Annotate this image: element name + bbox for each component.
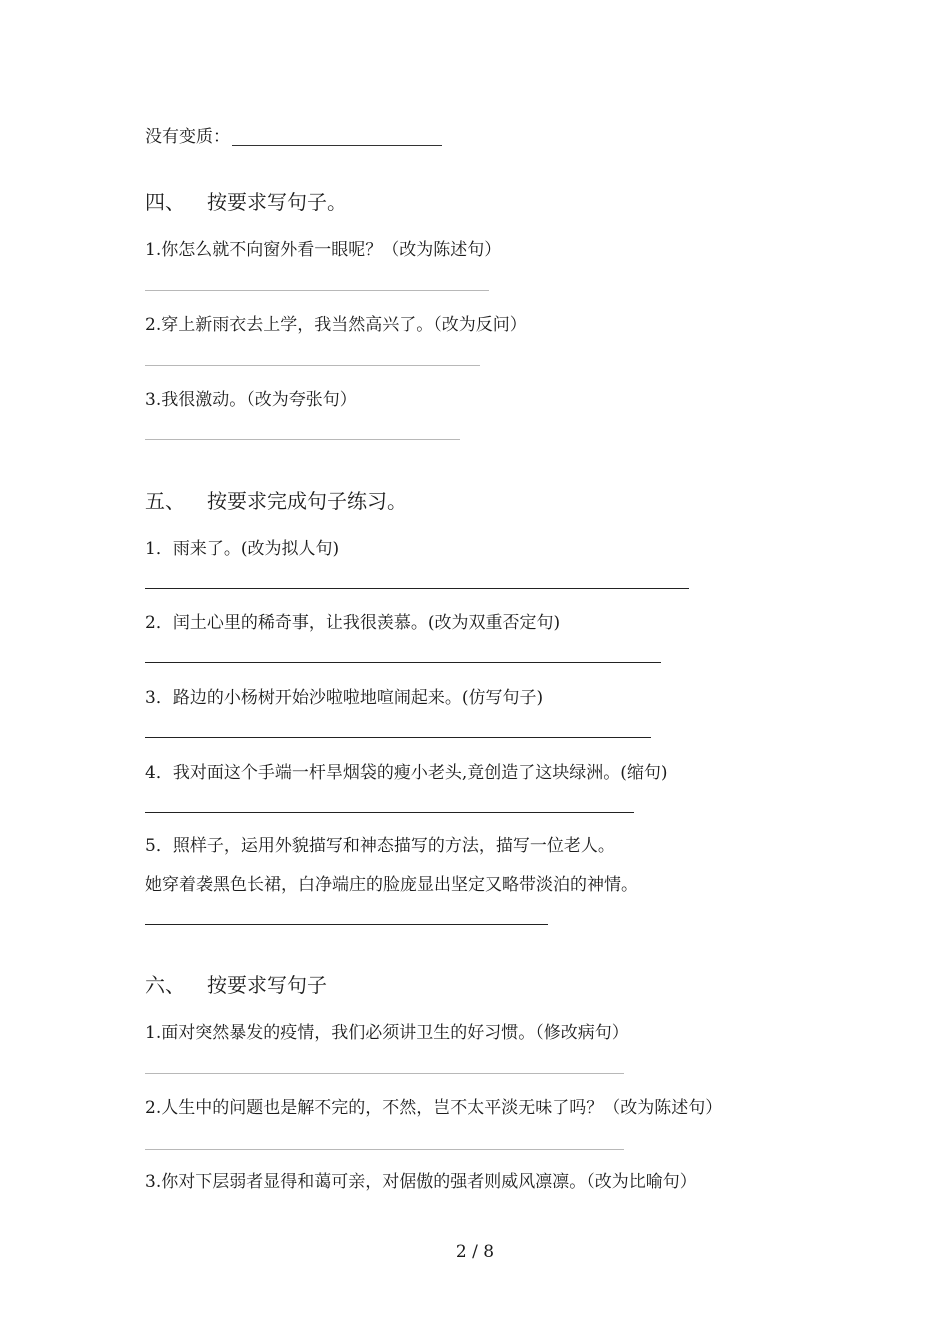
- section-number: 五、: [145, 489, 185, 513]
- section-heading-5: [145, 485, 407, 514]
- section-number: 四、: [145, 190, 185, 214]
- answer-blank[interactable]: [145, 924, 548, 925]
- question-item: 1.面对突然暴发的疫情，我们必须讲卫生的好习惯。（修改病句）: [145, 1023, 629, 1043]
- section-number: 六、: [145, 973, 185, 997]
- question-item: 4．我对面这个手端一杆旱烟袋的瘦小老头,竟创造了这块绿洲。(缩句): [145, 763, 668, 783]
- question-label: 没有变质：: [145, 127, 230, 147]
- question-item: 3.你对下层弱者显得和蔼可亲，对倨傲的强者则威风凛凛。（改为比喻句）: [145, 1172, 697, 1192]
- question-item: 3.我很激动。（改为夸张句）: [145, 390, 357, 410]
- answer-blank[interactable]: [145, 1073, 624, 1074]
- answer-blank[interactable]: [145, 365, 480, 366]
- answer-blank[interactable]: [232, 145, 442, 146]
- page-number: 2 / 8: [455, 1242, 495, 1262]
- answer-blank[interactable]: [145, 1149, 624, 1150]
- answer-blank[interactable]: [145, 290, 489, 291]
- example-sentence: 她穿着袭黑色长裙，白净端庄的脸庞显出坚定又略带淡泊的神情。: [145, 875, 638, 895]
- question-line: [145, 122, 442, 147]
- question-item: 2.穿上新雨衣去上学，我当然高兴了。（改为反问）: [145, 315, 527, 335]
- section-heading-6: [145, 969, 327, 998]
- section-heading-4: [145, 186, 347, 215]
- answer-blank[interactable]: [145, 812, 634, 813]
- section-title: 按要求写句子。: [207, 190, 347, 214]
- question-item: 1.你怎么就不向窗外看一眼呢？（改为陈述句）: [145, 240, 502, 260]
- answer-blank[interactable]: [145, 439, 460, 440]
- question-item: 2．闰土心里的稀奇事，让我很羡慕。(改为双重否定句): [145, 613, 561, 633]
- question-item: 2.人生中的问题也是解不完的，不然，岂不太平淡无味了吗？（改为陈述句）: [145, 1098, 723, 1118]
- section-title: 按要求写句子: [207, 973, 327, 997]
- section-title: 按要求完成句子练习。: [207, 489, 407, 513]
- question-item: 3．路边的小杨树开始沙啦啦地喧闹起来。(仿写句子): [145, 688, 544, 708]
- question-item: 1．雨来了。(改为拟人句): [145, 539, 340, 559]
- answer-blank[interactable]: [145, 588, 689, 589]
- answer-blank[interactable]: [145, 662, 661, 663]
- answer-blank[interactable]: [145, 737, 651, 738]
- question-item: 5．照样子，运用外貌描写和神态描写的方法，描写一位老人。: [145, 836, 615, 856]
